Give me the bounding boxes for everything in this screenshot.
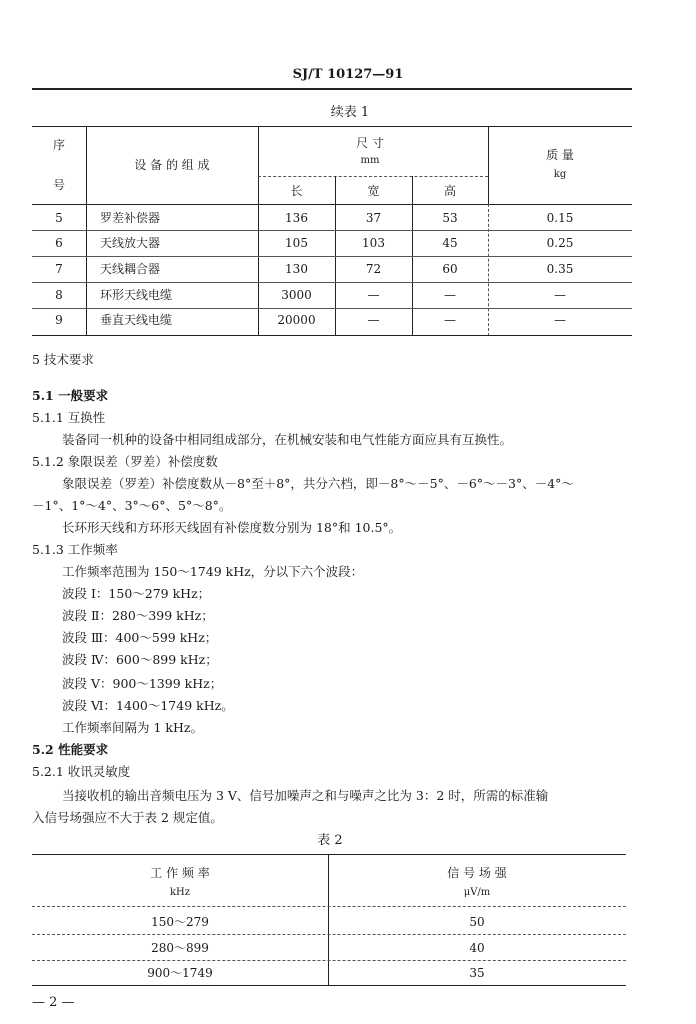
- paragraph: 工作频率范围为 150～1749 kHz，分以下六个波段：: [62, 564, 364, 579]
- table1-vline: [488, 126, 489, 204]
- standard-code: SJ/T 10127—91: [292, 67, 404, 82]
- row-freq: 900～1749: [147, 966, 213, 980]
- row-wid: 37: [365, 211, 382, 225]
- table2-title: 表 2: [317, 833, 343, 848]
- row-strength: 35: [469, 966, 485, 980]
- table1-top-rule: [32, 126, 632, 127]
- row-no: 8: [55, 288, 63, 302]
- table2-header-strength: 信 号 场 强: [447, 866, 507, 880]
- row-no: 9: [55, 313, 63, 327]
- row-mass: 0.25: [546, 236, 574, 250]
- row-len: 20000: [277, 313, 316, 327]
- row-freq: 280～899: [151, 941, 209, 955]
- row-hgt: —: [444, 313, 456, 327]
- band-item: 波段 Ⅱ：280～399 kHz；: [62, 608, 214, 623]
- row-name: 垂直天线电缆: [100, 313, 173, 327]
- paragraph: 装备同一机种的设备中相同组成部分，在机械安装和电气性能方面应具有互换性。: [62, 432, 513, 447]
- table2-top-rule: [32, 854, 626, 855]
- paragraph: －1°、1°～4°、3°～6°、5°～8°。: [32, 498, 232, 513]
- table2-bottom-rule: [32, 985, 626, 986]
- table2-header-rule: [32, 906, 626, 907]
- row-name: 天线耦合器: [100, 262, 161, 276]
- paragraph: 入信号场强应不大于表 2 规定值。: [32, 810, 223, 825]
- page-number: — 2 —: [32, 995, 75, 1010]
- table1-header-len: 长: [290, 184, 303, 198]
- row-hgt: 45: [442, 236, 458, 250]
- row-hgt: —: [444, 288, 456, 302]
- table1-header-hgt: 高: [443, 184, 456, 198]
- table1-title: 续表 1: [330, 105, 370, 120]
- section-5-heading: 5 技术要求: [32, 352, 94, 367]
- row-len: 130: [285, 262, 308, 276]
- section-5-1-heading: 5.1 一般要求: [32, 388, 109, 403]
- row-no: 7: [55, 262, 63, 276]
- row-hgt: 60: [442, 262, 458, 276]
- table2-row-rule: [32, 960, 626, 961]
- row-len: 3000: [281, 288, 312, 302]
- row-no: 5: [55, 211, 63, 225]
- paragraph: 当接收机的输出音频电压为 3 V、信号加噪声之和与噪声之比为 3：2 时，所需的标准输: [62, 788, 549, 803]
- row-wid: 72: [365, 262, 382, 276]
- row-strength: 40: [469, 941, 485, 955]
- table1-header-rule: [32, 204, 632, 205]
- table1-row-rule: [32, 230, 632, 231]
- table2-header-strength-unit: μV/m: [463, 887, 491, 898]
- row-name: 环形天线电缆: [100, 288, 173, 302]
- row-hgt: 53: [442, 211, 458, 225]
- section-5-2-1-heading: 5.2.1 收讯灵敏度: [32, 764, 131, 779]
- row-mass: —: [554, 313, 566, 327]
- row-mass: —: [554, 288, 566, 302]
- table2-header-freq: 工 作 频 率: [150, 866, 210, 880]
- table2-header-freq-unit: kHz: [169, 887, 191, 898]
- band-item: 波段 Ⅰ：150～279 kHz；: [62, 586, 211, 601]
- table1-subhead-rule: [258, 176, 488, 177]
- table1-row-rule: [32, 256, 632, 257]
- band-item: 波段 Ⅵ：1400～1749 kHz。: [62, 698, 234, 713]
- row-freq: 150～279: [151, 915, 209, 929]
- section-5-1-3-heading: 5.1.3 工作频率: [32, 542, 118, 557]
- row-name: 罗差补偿器: [100, 211, 161, 225]
- table1-header-dim-unit: mm: [360, 155, 380, 166]
- table1-header-name: 设 备 的 组 成: [134, 158, 210, 172]
- section-5-1-1-heading: 5.1.1 互换性: [32, 410, 106, 425]
- table1-header-no2: 号: [52, 178, 65, 192]
- band-item: 波段 Ⅲ：400～599 kHz；: [62, 630, 218, 645]
- paragraph: 象限误差（罗差）补偿度数从－8°至＋8°，共分六档，即－8°～－5°、－6°～－3°、－4°～: [62, 476, 574, 491]
- table1-header-no1: 序: [52, 138, 65, 152]
- row-no: 6: [55, 236, 63, 250]
- table1-bottom-rule: [32, 335, 632, 336]
- row-mass: 0.35: [546, 262, 574, 276]
- row-wid: —: [367, 313, 380, 327]
- band-item: 波段 Ⅴ：900～1399 kHz；: [62, 676, 223, 691]
- row-wid: 103: [362, 236, 385, 250]
- section-5-1-2-heading: 5.1.2 象限误差（罗差）补偿度数: [32, 454, 218, 469]
- row-mass: 0.15: [546, 211, 574, 225]
- section-5-2-heading: 5.2 性能要求: [32, 742, 109, 757]
- table1-header-dim: 尺 寸: [356, 136, 384, 150]
- table2-row-rule: [32, 934, 626, 935]
- paragraph: 长环形天线和方环形天线固有补偿度数分别为 18°和 10.5°。: [62, 520, 402, 535]
- row-len: 136: [285, 211, 308, 225]
- header-rule: [32, 88, 632, 90]
- table1-header-mass: 质 量: [546, 148, 574, 162]
- row-wid: —: [367, 288, 380, 302]
- table1-row-rule: [32, 308, 632, 309]
- row-len: 105: [285, 236, 308, 250]
- paragraph: 工作频率间隔为 1 kHz。: [62, 720, 203, 735]
- band-item: 波段 Ⅳ：600～899 kHz；: [62, 652, 218, 667]
- table1-vline: [258, 126, 259, 336]
- row-strength: 50: [469, 915, 485, 929]
- row-name: 天线放大器: [100, 236, 161, 250]
- table1-header-wid: 宽: [367, 184, 380, 198]
- table1-row-rule: [32, 282, 632, 283]
- table1-header-mass-unit: kg: [553, 169, 567, 180]
